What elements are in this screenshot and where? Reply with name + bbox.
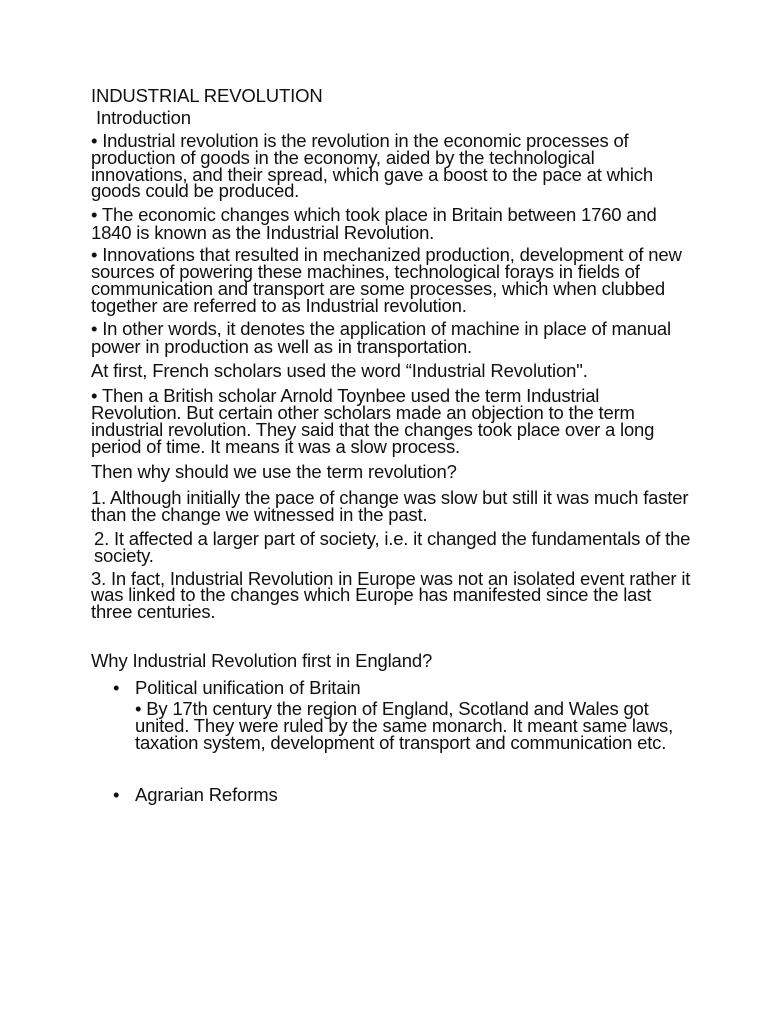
document-title: INDUSTRIAL REVOLUTION xyxy=(91,85,323,106)
paragraph-why-revolution: Then why should we use the term revolution? xyxy=(91,460,457,482)
bullet-icon: • xyxy=(113,676,120,698)
paragraph-reason-3: 3. In fact, Industrial Revolution in Europe was not an isolated event rather it was linked to the changes which Europe has manifested since the last three centuries. xyxy=(91,567,691,623)
spacer xyxy=(91,751,691,785)
paragraph-reason-2: 2. It affected a larger part of society, i.e. it changed the fundamentals of the society. xyxy=(94,527,691,567)
paragraph-other-words: • In other words, it denotes the application of machine in place of manual power in production as well as in transportation. xyxy=(91,318,671,357)
paragraph-innovations: • Innovations that resulted in mechanized production, development of new sources of powering these machines, technological forays in fields of communication and transport are some processes, which when clubbed together are referred to as Industrial revolution. xyxy=(91,244,682,316)
paragraph-toynbee: • Then a British scholar Arnold Toynbee used the term Industrial Revolution. But certain other scholars made an objection to the term industrial revolution. They said that the changes took place over a long period of time. It means it was a slow process. xyxy=(91,385,655,457)
list-item-political-unification xyxy=(91,678,691,697)
document-body xyxy=(91,86,691,804)
spacer xyxy=(91,627,691,651)
paragraph-french-scholars: At first, French scholars used the word “Industrial Revolution". xyxy=(91,360,588,382)
paragraph-reason-1: 1. Although initially the pace of change was slow but still it was much faster than the change we witnessed in the past. xyxy=(91,486,689,526)
paragraph-britain-dates: • The economic changes which took place in Britain between 1760 and 1840 is known as the Industrial Revolution. xyxy=(91,204,657,243)
intro-heading: Introduction xyxy=(96,107,191,128)
list-item-label: Political unification of Britain xyxy=(135,676,361,698)
list-item-label: Agrarian Reforms xyxy=(135,784,278,806)
list-item-agrarian-reforms xyxy=(91,785,691,804)
list-item-detail: • By 17th century the region of England, Scotland and Wales got united. They were ruled by the same monarch. It meant same laws, taxation system, development of transport and communication etc. xyxy=(135,697,674,753)
bullet-icon: • xyxy=(113,784,120,806)
paragraph-definition: • Industrial revolution is the revolution in the economic processes of production of goods in the economy, aided by the technological innovations, and their spread, which gave a boost to the pace at which goods could be produced. xyxy=(91,130,653,202)
section-heading: Why Industrial Revolution first in England? xyxy=(91,649,433,671)
